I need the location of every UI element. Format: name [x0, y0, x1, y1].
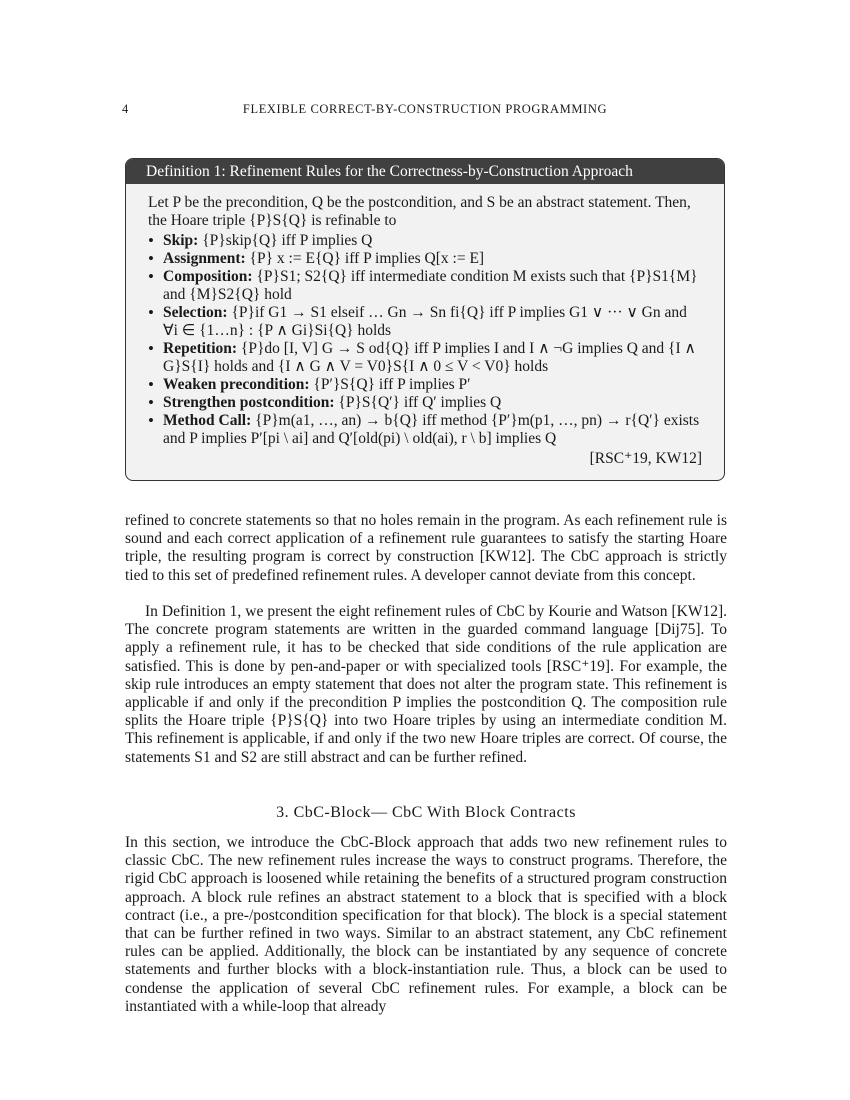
definition-box — [125, 158, 725, 481]
rule-name: Strengthen postcondition: — [163, 394, 335, 411]
body-paragraph — [125, 603, 727, 767]
rule-text: {P′}S{Q} iff P implies P′ — [313, 376, 471, 393]
definition-body — [126, 184, 724, 468]
rule-repetition — [148, 340, 702, 376]
rule-text: {P}m(a1, …, an) → b{Q} iff method {P′}m(p1, …, pn) → r{Q′} exists and P implies P′[pi \ ai] and Q′[old(pi) \ old(ai), r \ b] implies Q — [163, 412, 700, 447]
rule-name: Skip: — [163, 232, 199, 249]
rule-text: {P}S1; S2{Q} iff intermediate condition M exists such that {P}S1{M} and {M}S2{Q} hold — [163, 268, 698, 303]
paragraph-text: In Definition 1, we present the eight refinement rules of CbC by Kourie and Watson [KW12]. The concrete program statements are written in the guarded command language [Dij75]. To apply a refinement rule, it has to be checked that side conditions of the rule application are satisfied. This is done by pen-and-paper or with specialized tools [RSC⁺19]. For example, the skip rule introduces an empty statement that does not alter the program state. This refinement is applicable if and only if the precondition P implies the postcondition Q. The composition rule splits the Hoare triple {P}S{Q} into two Hoare triples by using an intermediate condition M. This refinement is applicable, if and only if the two new Hoare triples are correct. Of course, the statements S1 and S2 are still abstract and can be further refined. — [125, 603, 727, 766]
rule-name: Assignment: — [163, 250, 246, 267]
rule-name: Weaken precondition: — [163, 376, 310, 393]
rule-name: Repetition: — [163, 340, 238, 357]
rule-strengthen-postcondition — [148, 394, 702, 412]
rule-skip — [148, 232, 702, 250]
paragraph-text: refined to concrete statements so that no holes remain in the program. As each refinement rule is sound and each correct application of a refinement rule guarantees to satisfy the starting Hoare triple, the resulting program is correct by construction [KW12]. The CbC approach is strictly tied to this set of predefined refinement rules. A developer cannot deviate from this concept. — [125, 512, 727, 584]
rule-text: {P}skip{Q} iff P implies Q — [202, 232, 373, 249]
rule-method-call — [148, 412, 702, 448]
definition-citation: [RSC⁺19, KW12] — [589, 450, 702, 467]
paragraph-text: In this section, we introduce the CbC-Block approach that adds two new refinement rules to classic CbC. The new refinement rules increase the ways to construct programs. Therefore, the rigid CbC approach is loosened while retaining the benefits of a structured program construction approach. A block rule refines an abstract statement to a block that is specified with a block contract (i.e., a pre-/postcondition specification for that block). The block is a special statement that can be further refined in two ways. Similar to an abstract statement, any CbC refinement rules can be applied. Additionally, the block can be instantiated by any sequence of concrete statements and further blocks with a block-instantiation rule. Thus, a block can be used to condense the application of several CbC refinement rules. For example, a block can be instantiated with a while-loop that already — [125, 834, 727, 1015]
rule-text: {P}S{Q′} iff Q′ implies Q — [338, 394, 502, 411]
rule-list — [148, 232, 702, 448]
body-paragraph — [125, 512, 727, 585]
rule-name: Method Call: — [163, 412, 252, 429]
rule-text: {P}if G1 → S1 elseif … Gn → Sn fi{Q} iff P implies G1 ∨ ··· ∨ Gn and ∀i ∈ {1…n} : {P ∧ Gi}Si{Q} holds — [163, 304, 687, 339]
rule-name: Composition: — [163, 268, 253, 285]
body-paragraph — [125, 834, 727, 1016]
rule-composition — [148, 268, 702, 304]
section-heading: 3. CbC-Block— CbC With Block Contracts — [276, 804, 576, 821]
rule-text: {P}do [I, V] G → S od{Q} iff P implies I and I ∧ ¬G implies Q and {I ∧ G}S{I} holds and {I ∧ G ∧ V = V0}S{I ∧ 0 ≤ V < V0} holds — [163, 340, 696, 375]
rule-weaken-precondition — [148, 376, 702, 394]
running-head: FLEXIBLE CORRECT-BY-CONSTRUCTION PROGRAMMING — [242, 102, 608, 116]
page-header — [122, 102, 728, 120]
rule-text: {P} x := E{Q} iff P implies Q[x := E] — [249, 250, 485, 267]
page-number: 4 — [122, 102, 129, 116]
rule-assignment — [148, 250, 702, 268]
rule-name: Selection: — [163, 304, 228, 321]
definition-title: Definition 1: Refinement Rules for the Correctness-by-Construction Approach — [126, 159, 724, 184]
rule-selection — [148, 304, 702, 340]
definition-intro: Let P be the precondition, Q be the postcondition, and S be an abstract statement. Then, the Hoare triple {P}S{Q} is refinable to — [148, 194, 691, 229]
